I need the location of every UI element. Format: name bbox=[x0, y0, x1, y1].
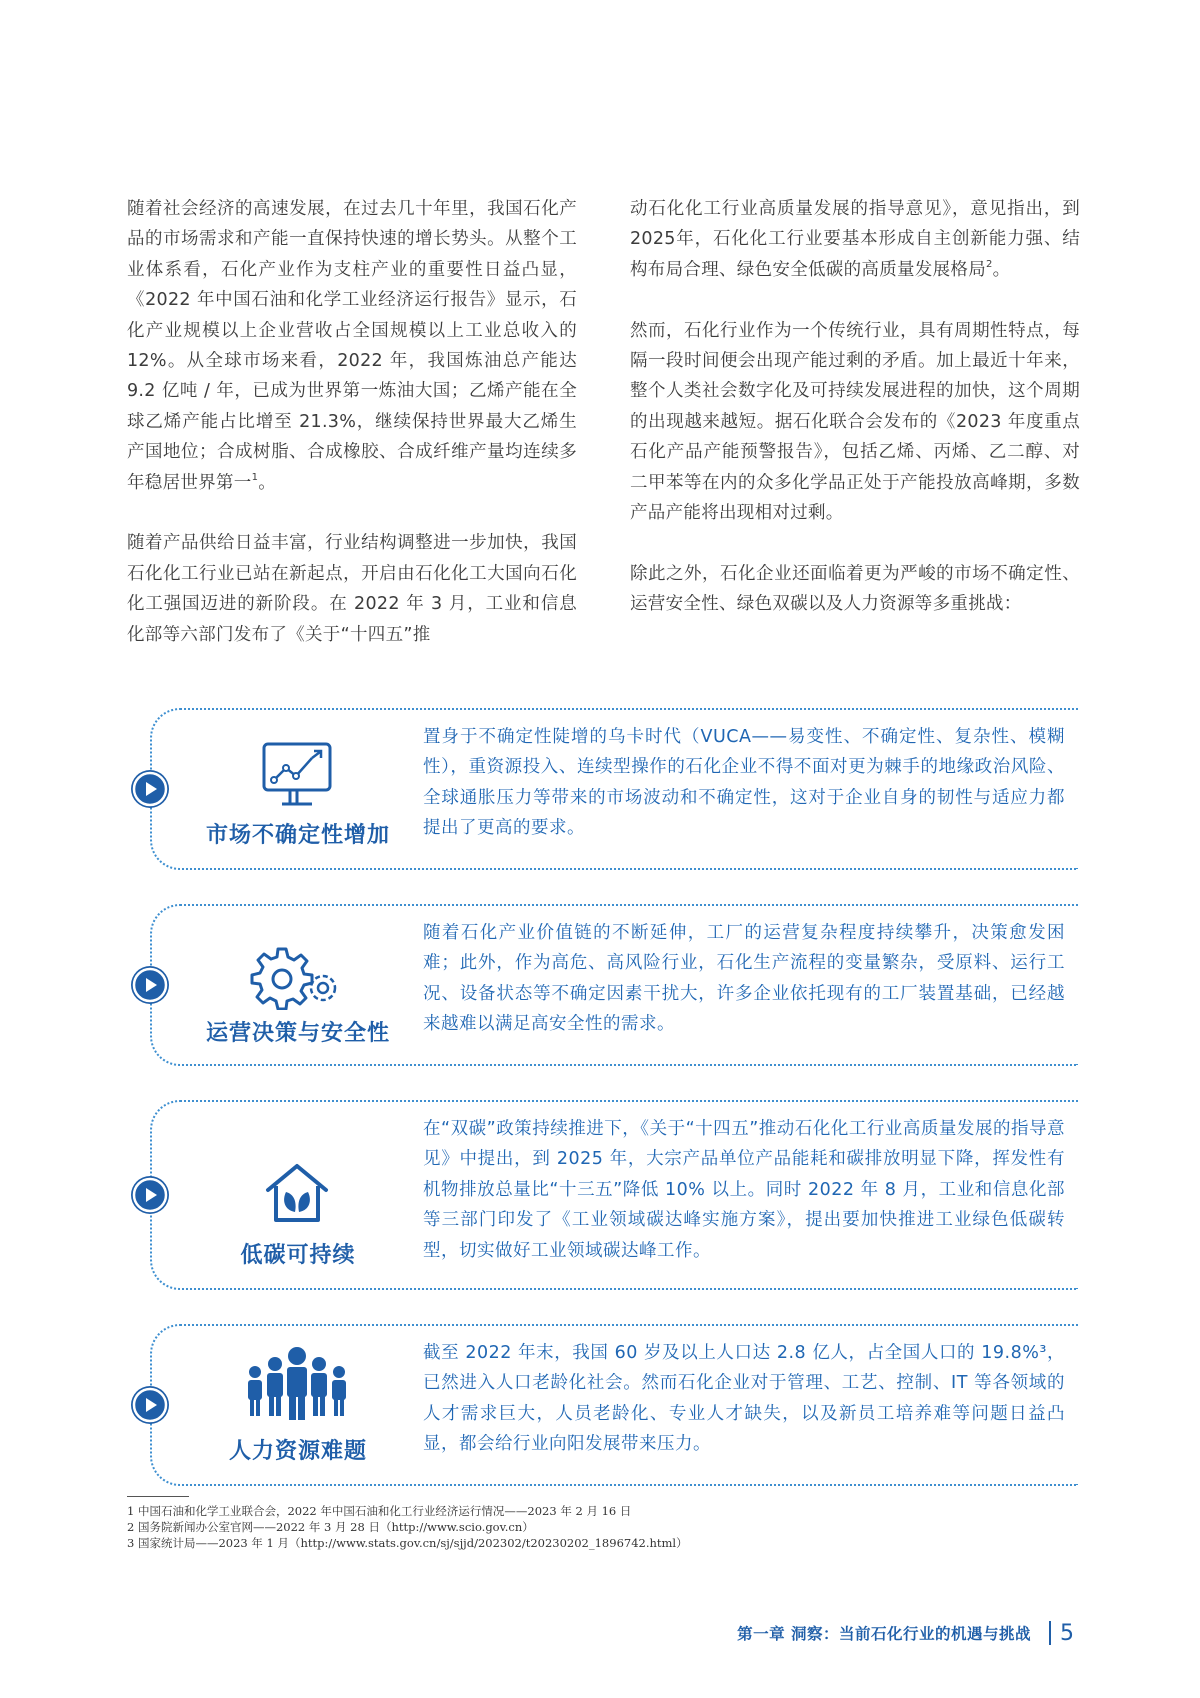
footer-divider bbox=[1049, 1621, 1051, 1645]
challenge-card-market bbox=[150, 708, 1078, 870]
gears-icon bbox=[222, 944, 372, 1010]
intro-right-column bbox=[630, 194, 1080, 650]
challenge-card-human-resources bbox=[150, 1324, 1078, 1486]
footnote-2: 2 国务院新闻办公室官网——2022 年 3 月 28 日（http://www.scio.gov.cn） bbox=[127, 1520, 534, 1534]
footnote-divider bbox=[127, 1496, 189, 1497]
card-title: 运营决策与安全性 bbox=[205, 1021, 390, 1046]
intro-paragraph: 随着产品供给日益丰富，行业结构调整进一步加快，我国石化化工行业已站在新起点，开启由石化化工大国向石化化工强国迈进的新阶段。在 2022 年 3 月，工业和信息化部等六部门发布了《关于“十四五”推 bbox=[127, 533, 577, 645]
play-bullet-icon bbox=[131, 1386, 169, 1424]
footnote-1: 1 中国石油和化学工业联合会，2022 年中国石油和化工行业经济运行情况——2023 年 2 月 16 日 bbox=[127, 1504, 632, 1518]
challenge-card-low-carbon bbox=[150, 1100, 1078, 1290]
intro-left-column bbox=[127, 194, 577, 680]
chapter-title: 第一章 洞察：当前石化行业的机遇与挑战 bbox=[737, 1625, 1031, 1643]
people-icon bbox=[222, 1346, 372, 1422]
challenge-card-operations bbox=[150, 904, 1078, 1066]
play-bullet-icon bbox=[131, 966, 169, 1004]
play-bullet-icon bbox=[131, 1176, 169, 1214]
intro-paragraph: 然而，石化行业作为一个传统行业，具有周期性特点，每隔一段时间便会出现产能过剩的矛盾。加上最近十年来，整个人类社会数字化及可持续发展进程的加快，这个周期的出现越来越短。据石化联合会发布的《2023 年度重点石化产品产能预警报告》，包括乙烯、丙烯、乙二醇、对二甲苯等在内的众多化学品正处于产能投放高峰期，多数产品产能将出现相对过剩。 bbox=[630, 320, 1080, 524]
card-title: 人力资源难题 bbox=[228, 1439, 367, 1464]
running-footer bbox=[737, 1618, 1074, 1648]
card-body-text: 在“双碳”政策持续推进下，《关于“十四五”推动石化化工行业高质量发展的指导意见》中提出，到 2025 年，大宗产品单位产品能耗和碳排放明显下降，挥发性有机物排放总量比“十三五”降低 10% 以上。同时 2022 年 8 月，工业和信息化部等三部门印发了《工业领域碳达峰实施方案》，提出要加快推进工业绿色低碳转型，切实做好工业领域碳达峰工作。 bbox=[423, 1119, 1065, 1261]
intro-paragraph: 除此之外，石化企业还面临着更为严峻的市场不确定性、运营安全性、绿色双碳以及人力资源等多重挑战： bbox=[630, 563, 1080, 615]
footnote-ref: 1 bbox=[251, 471, 259, 483]
card-body-text: 截至 2022 年末，我国 60 岁及以上人口达 2.8 亿人，占全国人口的 19.8%³，已然进入人口老龄化社会。然而石化企业对于管理、工艺、控制、IT 等各领域的人才需求巨大，人员老龄化、专业人才缺失，以及新员工培养难等问题日益凸显，都会给行业向阳发展带来压力。 bbox=[423, 1343, 1065, 1455]
card-body-text: 随着石化产业价值链的不断延伸，工厂的运营复杂程度持续攀升，决策愈发困难；此外，作为高危、高风险行业，石化生产流程的变量繁杂，受原料、运行工况、设备状态等不确定因素干扰大，许多企业依托现有的工厂装置基础，已经越来越难以满足高安全性的需求。 bbox=[423, 923, 1065, 1035]
footnote-3: 3 国家统计局——2023 年 1 月（http://www.stats.gov.cn/sj/sjjd/202302/t20230202_1896742.html） bbox=[127, 1536, 688, 1550]
play-bullet-icon bbox=[131, 770, 169, 808]
intro-paragraph: 动石化化工行业高质量发展的指导意见》，意见指出，到2025年，石化化工行业要基本形成自主创新能力强、结构布局合理、绿色安全低碳的高质量发展格局$^2$。 bbox=[630, 199, 1080, 280]
footnotes bbox=[127, 1503, 1027, 1551]
card-title: 低碳可持续 bbox=[240, 1243, 356, 1268]
green-house-icon bbox=[222, 1160, 372, 1226]
card-body-text: 置身于不确定性陡增的乌卡时代（VUCA——易变性、不确定性、复杂性、模糊性），重资源投入、连续型操作的石化企业不得不面对更为棘手的地缘政治风险、全球通胀压力等带来的市场波动和不确定性，这对于企业自身的韧性与适应力都提出了更高的要求。 bbox=[423, 727, 1065, 839]
page-number: 5 bbox=[1060, 1620, 1074, 1646]
intro-paragraph: 随着社会经济的高速发展，在过去几十年里，我国石化产品的市场需求和产能一直保持快速的增长势头。从整个工业体系看，石化产业作为支柱产业的重要性日益凸显，《2022 年中国石油和化学工业经济运行报告》显示，石化产业规模以上企业营收占全国规模以上工业总收入的12%。从全球市场来看，2022 年，我国炼油总产能达 9.2 亿吨 / 年，已成为世界第一炼油大国；乙烯产能在全球乙烯产能占比增至 21.3%，继续保持世界最大乙烯生产国地位；合成树脂、合成橡胶、合成纤维产量均连续多年稳居世界第一$^1$。 bbox=[127, 199, 577, 493]
card-title: 市场不确定性增加 bbox=[205, 823, 390, 848]
footnote-ref: 2 bbox=[986, 258, 993, 270]
market-chart-icon bbox=[222, 740, 372, 812]
